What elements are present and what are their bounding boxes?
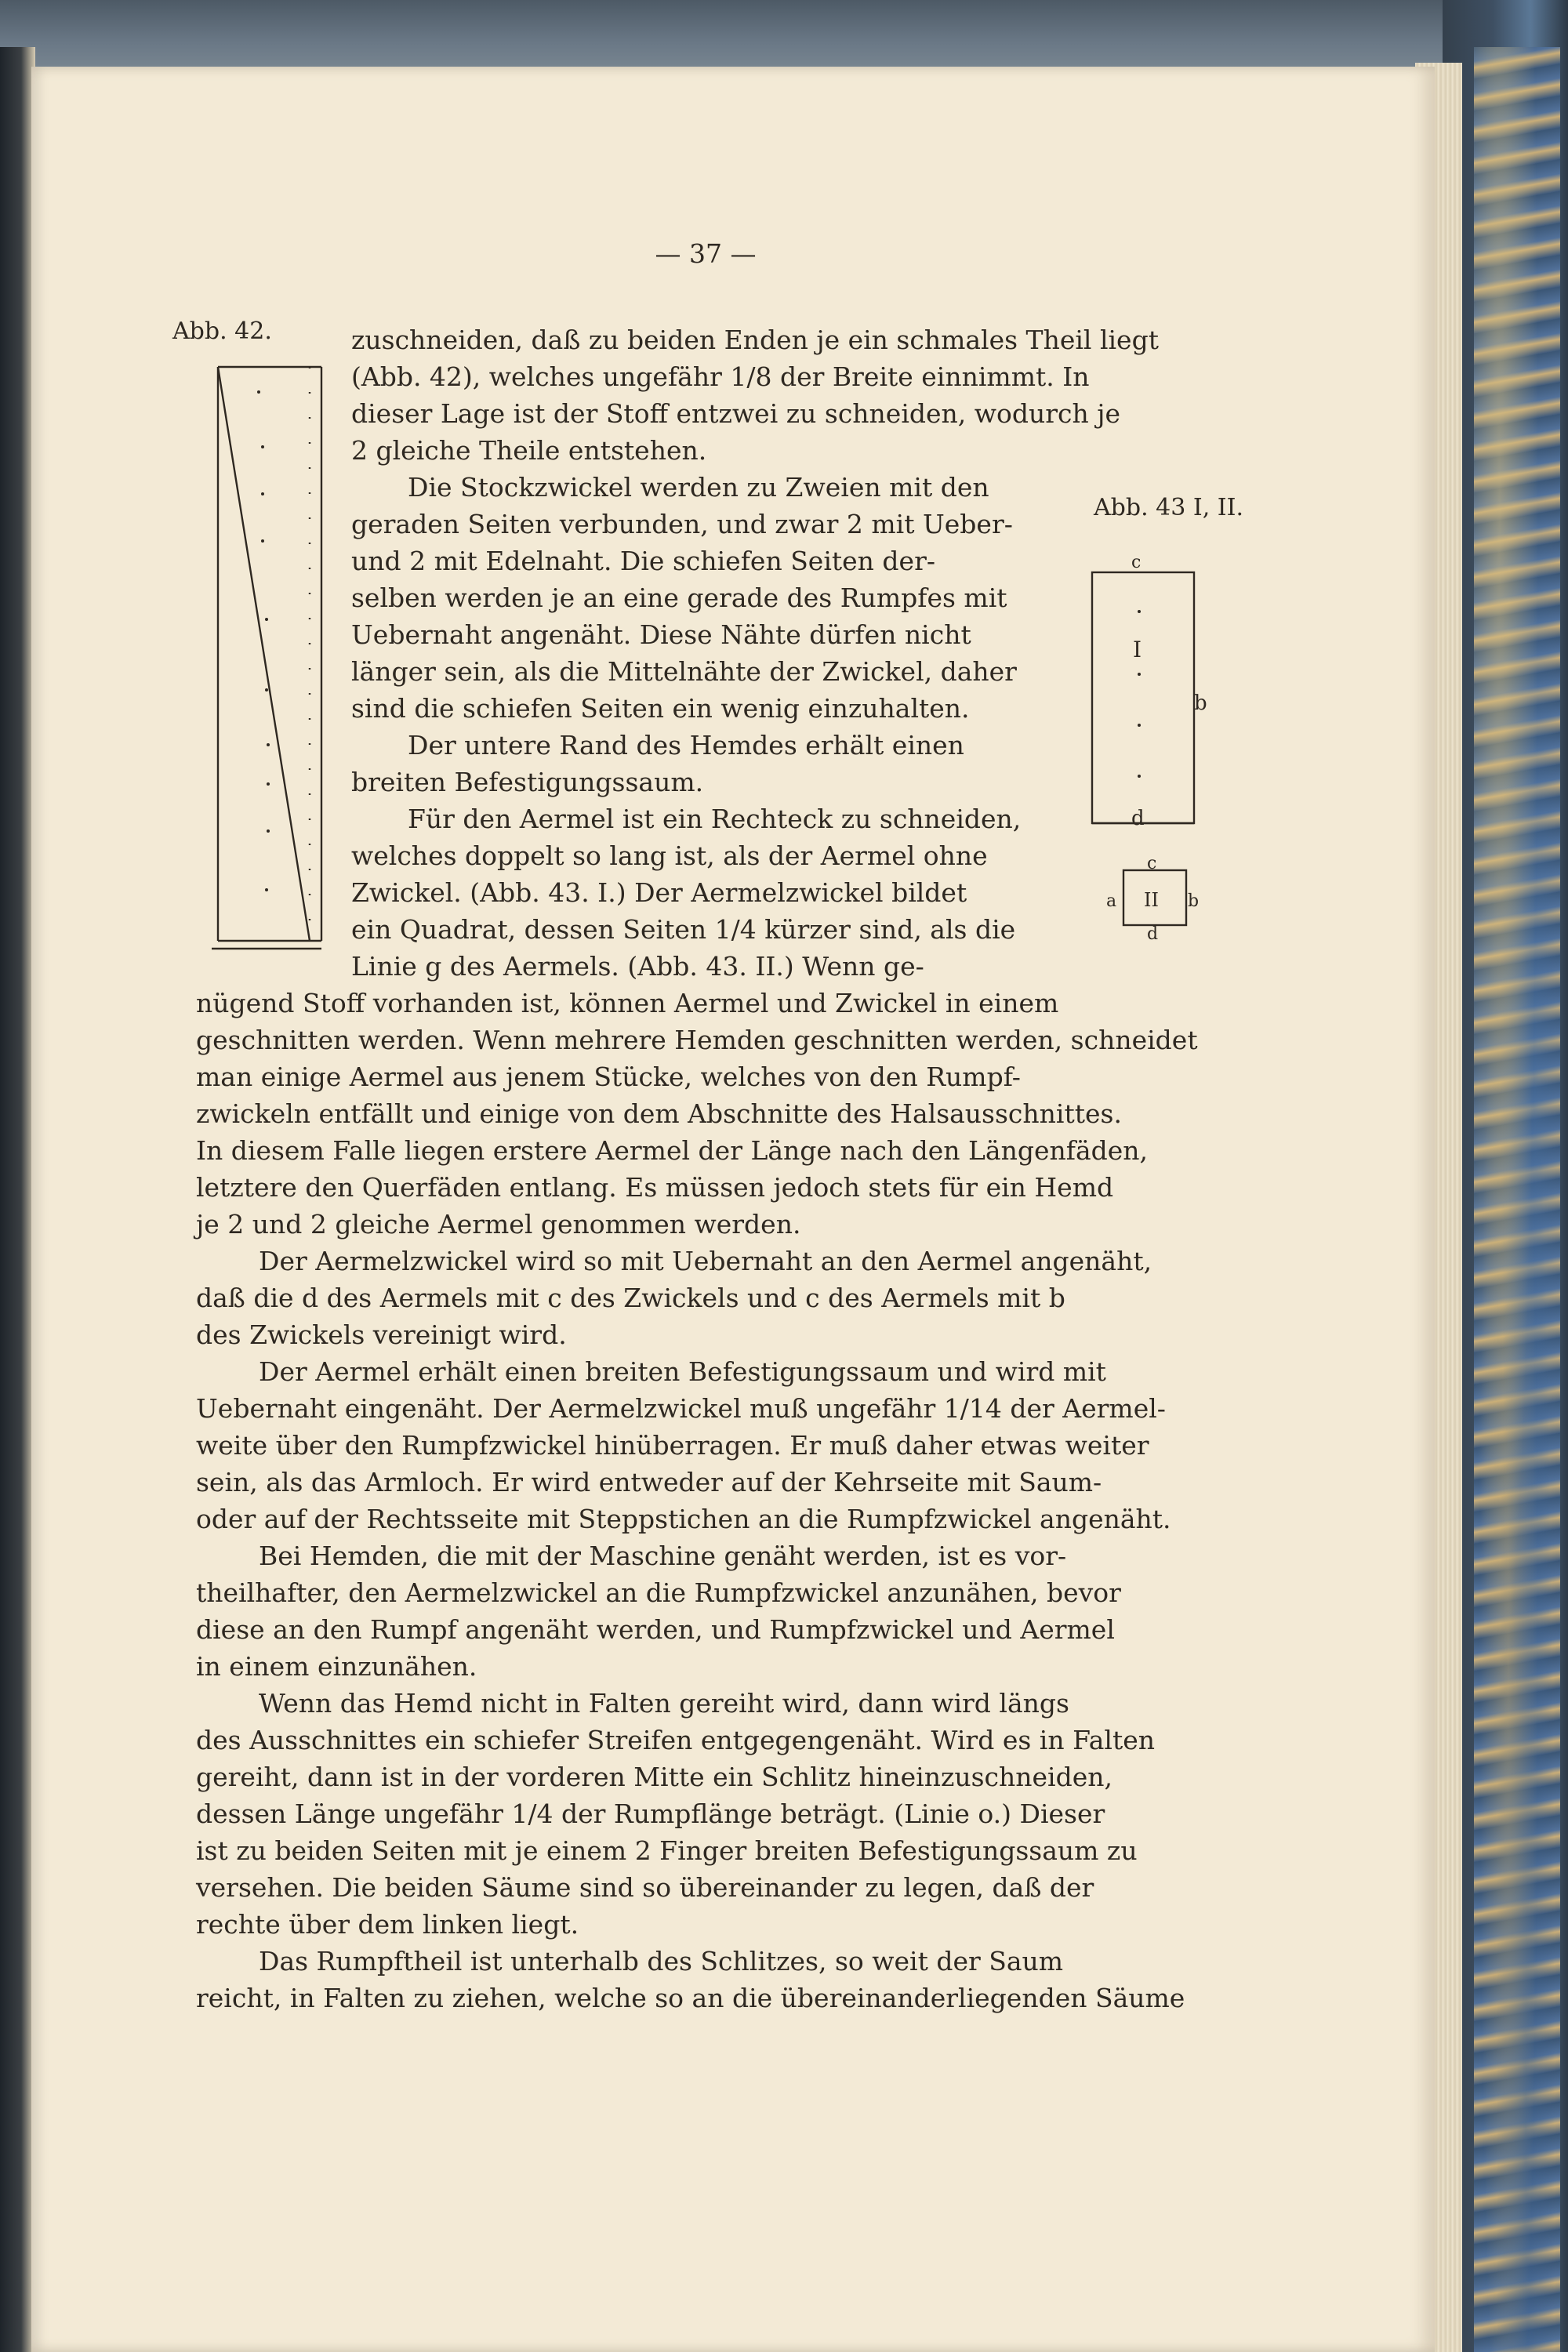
figure-43-label-I: I — [1133, 637, 1142, 662]
text-line: weite über den Rumpfzwickel hinüberragen. Er muß daher etwas weiter — [196, 1430, 1149, 1461]
text-line: diese an den Rumpf angenäht werden, und Rumpfzwickel und Aermel — [196, 1614, 1115, 1645]
text-line: zuschneiden, daß zu beiden Enden je ein schmales Theil liegt — [351, 325, 1159, 355]
text-line: rechte über dem linken liegt. — [196, 1909, 579, 1940]
text-line: selben werden je an eine gerade des Rumpfes mit — [351, 583, 1007, 613]
text-line: ein Quadrat, dessen Seiten 1/4 kürzer sind, als die — [351, 914, 1016, 945]
text-line: theilhafter, den Aermelzwickel an die Rumpfzwickel anzunähen, bevor — [196, 1577, 1121, 1608]
text-line: Der untere Rand des Hemdes erhält einen — [408, 730, 964, 760]
text-line: sind die schiefen Seiten ein wenig einzuhalten. — [351, 693, 970, 724]
figure-43-label-b-small: b — [1188, 891, 1200, 911]
text-line: Bei Hemden, die mit der Maschine genäht werden, ist es vor- — [259, 1541, 1067, 1571]
text-line: des Zwickels vereinigt wird. — [196, 1319, 567, 1350]
text-line: dessen Länge ungefähr 1/4 der Rumpflänge beträgt. (Linie o.) Dieser — [196, 1798, 1105, 1829]
text-line: ist zu beiden Seiten mit je einem 2 Finger breiten Befestigungssaum zu — [196, 1835, 1138, 1866]
book-left-edge — [0, 47, 35, 2352]
figure-43-label-d-small: d — [1147, 924, 1159, 944]
text-line: daß die d des Aermels mit c des Zwickels und c des Aermels mit b — [196, 1283, 1065, 1313]
text-line: reicht, in Falten zu ziehen, welche so an die übereinanderliegenden Säume — [196, 1983, 1185, 2013]
text-line: versehen. Die beiden Säume sind so übereinander zu legen, daß der — [196, 1872, 1094, 1903]
text-line: Für den Aermel ist ein Rechteck zu schneiden, — [408, 804, 1022, 834]
page-number: — 37 — — [655, 238, 757, 269]
figure-43-label-b: b — [1194, 691, 1207, 715]
text-line: in einem einzunähen. — [196, 1651, 477, 1682]
text-line: In diesem Falle liegen erstere Aermel der Länge nach den Längenfäden, — [196, 1135, 1149, 1166]
text-line: Der Aermel erhält einen breiten Befestigungssaum und wird mit — [259, 1356, 1106, 1387]
text-line: Zwickel. (Abb. 43. I.) Der Aermelzwickel bildet — [351, 877, 967, 908]
text-line: geschnitten werden. Wenn mehrere Hemden geschnitten werden, schneidet — [196, 1025, 1198, 1055]
text-line: letztere den Querfäden entlang. Es müssen jedoch stets für ein Hemd — [196, 1172, 1114, 1203]
text-line: nügend Stoff vorhanden ist, können Aermel und Zwickel in einem — [196, 988, 1059, 1018]
text-line: geraden Seiten verbunden, und zwar 2 mit Ueber- — [351, 509, 1013, 539]
marbled-edge — [1474, 47, 1560, 2352]
text-line: sein, als das Armloch. Er wird entweder auf der Kehrseite mit Saum- — [196, 1467, 1102, 1497]
figure-43-diagram — [1078, 549, 1211, 956]
text-line: Der Aermelzwickel wird so mit Uebernaht an den Aermel angenäht, — [259, 1246, 1152, 1276]
text-line: und 2 mit Edelnaht. Die schiefen Seiten der- — [351, 546, 935, 576]
text-line: man einige Aermel aus jenem Stücke, welches von den Rumpf- — [196, 1062, 1021, 1092]
text-line: länger sein, als die Mittelnähte der Zwickel, daher — [351, 656, 1017, 687]
text-line: Das Rumpftheil ist unterhalb des Schlitzes, so weit der Saum — [259, 1946, 1064, 1976]
figure-43-caption: Abb. 43 I, II. — [1094, 494, 1244, 521]
text-line: Linie g des Aermels. (Abb. 43. II.) Wenn ge- — [351, 951, 924, 982]
text-line: Uebernaht eingenäht. Der Aermelzwickel muß ungefähr 1/14 der Aermel- — [196, 1393, 1166, 1424]
figure-43-label-c-small: c — [1147, 854, 1157, 873]
text-line: je 2 und 2 gleiche Aermel genommen werden. — [196, 1209, 801, 1240]
figure-43-label-d: d — [1131, 807, 1145, 830]
text-line: gereiht, dann ist in der vorderen Mitte ein Schlitz hineinzuschneiden, — [196, 1762, 1112, 1792]
text-line: welches doppelt so lang ist, als der Aermel ohne — [351, 840, 988, 871]
text-line: des Ausschnittes ein schiefer Streifen entgegengenäht. Wird es in Falten — [196, 1725, 1155, 1755]
text-line: Uebernaht angenäht. Diese Nähte dürfen nicht — [351, 619, 971, 650]
text-line: zwickeln entfällt und einige von dem Abschnitte des Halsausschnittes. — [196, 1098, 1122, 1129]
figure-42-diagram — [212, 361, 329, 956]
figure-42-caption: Abb. 42. — [172, 318, 272, 345]
text-line: Die Stockzwickel werden zu Zweien mit den — [408, 472, 989, 503]
text-line: 2 gleiche Theile entstehen. — [351, 435, 707, 466]
text-line: breiten Befestigungssaum. — [351, 767, 704, 797]
figure-43-label-a: a — [1106, 891, 1117, 911]
text-line: oder auf der Rechtsseite mit Steppstichen an die Rumpfzwickel angenäht. — [196, 1504, 1171, 1534]
figure-43-label-c-top: c — [1131, 553, 1142, 572]
text-line: Wenn das Hemd nicht in Falten gereiht wird, dann wird längs — [259, 1688, 1069, 1719]
text-line: dieser Lage ist der Stoff entzwei zu schneiden, wodurch je — [351, 398, 1121, 429]
figure-43-label-II: II — [1144, 889, 1159, 911]
text-line: (Abb. 42), welches ungefähr 1/8 der Breite einnimmt. In — [351, 361, 1090, 392]
